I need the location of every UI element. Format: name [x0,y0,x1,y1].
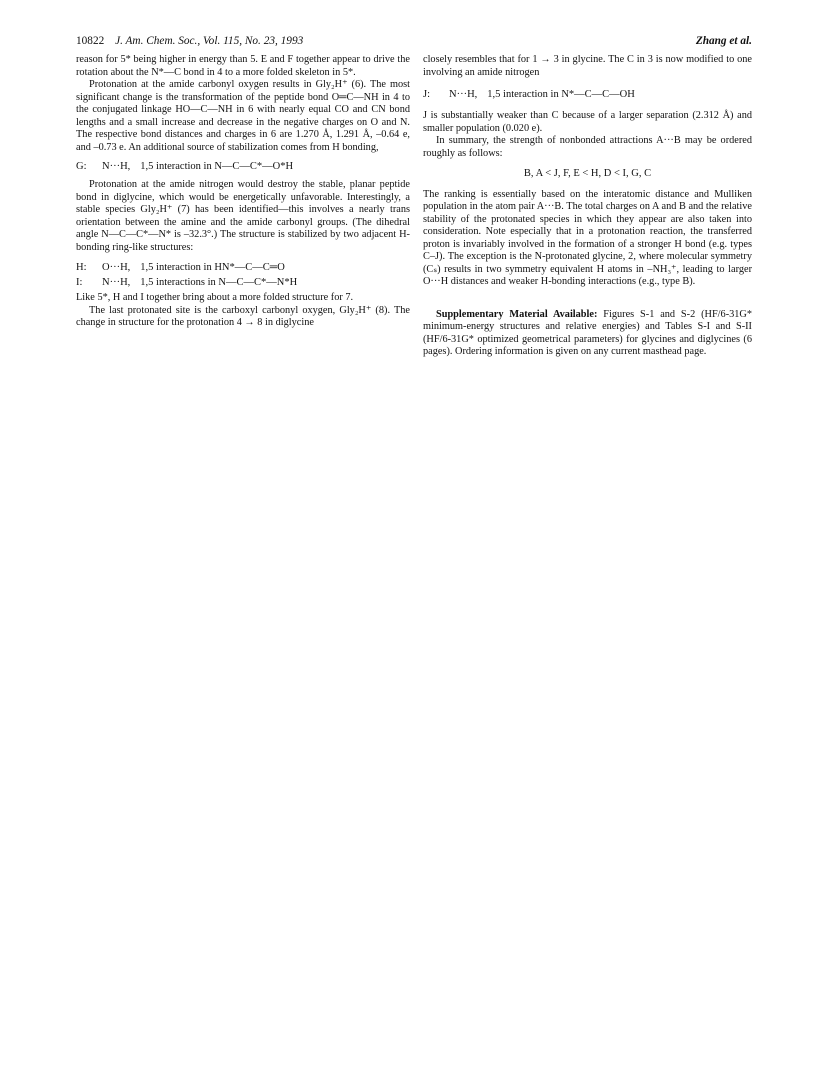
interaction-label: I: [76,277,83,288]
interaction-label: J: [423,89,431,100]
interaction-pair: N···H, [449,89,478,100]
interaction-I [76,276,410,289]
interaction-text: 1,5 interaction in N*—C—C—OH [487,89,635,100]
interaction-G [76,160,410,173]
header-authors: Zhang et al. [695,35,752,47]
paragraph: Protonation at the amide nitrogen would destroy the stable, planar peptide bond in diglycine, which would be energetically unfavorable. Interestingly, a stable species Gly₂H⁺ (7) has been identified—this involves a nearly trans orientation between the amine and the amide carbonyl groups. (The dihedral angle N—C—C*—N* is –32.3°.) The structure is stabilized by two adjacent H-bonding ring-like structures: [76,179,410,253]
header-left [76,34,303,48]
paragraph: Protonation at the amide carbonyl oxygen results in Gly₂H⁺ (6). The most significant change is the transformation of the peptide bond O═C—NH in 4 to the conjugated linkage HO—C—NH in 6 with nearly equal CO and CN bond lengths and a small increase and decrease in the negative charges on O and N. The respective bond distances and charges in 6 are 1.270 Å, 1.291 Å, –0.64 e, and –0.73 e. An additional source of stabilization comes from H bonding, [76,79,410,153]
right-column [423,54,752,359]
supplementary-material [423,309,752,359]
supplementary-heading: Supplementary Material Available: [436,308,598,320]
interaction-text: 1,5 interaction in HN*—C—C═O [140,262,285,273]
interaction-label: H: [76,262,87,273]
interaction-text: 1,5 interactions in N—C—C*—N*H [140,277,298,288]
interaction-J [423,88,752,101]
supplementary-text: Figures S-1 and S-2 (HF/6-31G* minimum-energy structures and relative energies) and Tables S-I and S-II (HF/6-31G* optimized geometrical parameters) for glycines and diglycines (6 pages). Ordering information is given on any current masthead page. [423,308,753,357]
paragraph: closely resembles that for 1 → 3 in glycine. The C in 3 is now modified to one involving an amide nitrogen [423,54,752,78]
interaction-label: G: [76,161,87,172]
ranking-formula: B, A < J, F, E < H, D < I, G, C [523,168,652,179]
paragraph: In summary, the strength of nonbonded attractions A···B may be ordered roughly as follows: [423,135,752,159]
journal-citation: J. Am. Chem. Soc., Vol. 115, No. 23, 1993 [115,35,304,47]
page-number: 10822 [76,35,105,47]
interaction-pair: N···H, [102,161,131,172]
left-column [76,54,410,330]
paragraph: Like 5*, H and I together bring about a more folded structure for 7. [76,292,354,303]
interaction-pair: O···H, [102,262,131,273]
interaction-pair: N···H, [102,277,131,288]
interaction-H [76,261,410,274]
paragraph: The ranking is essentially based on the interatomic distance and Mulliken population in the atom pair A···B. The total charges on A and B and the relative stability of the protonated species in which they appear are also taken into consideration. Note especially that in a protonation reaction, the transferred proton is invariably involved in the formation of a stronger H bond (e.g. types C–J). The exception is the N-protonated glycine, 2, where molecular symmetry (Cₛ) results in two symmetry equivalent H atoms in –NH₃⁺, leading to larger O···H distances and weaker H-bonding interactions (e.g., type B). [423,188,752,287]
paragraph: The last protonated site is the carboxyl carbonyl oxygen, Gly₂H⁺ (8). The change in structure for the protonation 4 → 8 in diglycine [76,304,410,328]
paragraph: J is substantially weaker than C because of a larger separation (2.312 Å) and smaller population (0.020 e). [423,110,752,134]
paragraph: reason for 5* being higher in energy than 5. E and F together appear to drive the rotation about the N*—C bond in 4 to a more folded skeleton in 5*. [76,54,410,78]
interaction-text: 1,5 interaction in N—C—C*—O*H [140,161,294,172]
